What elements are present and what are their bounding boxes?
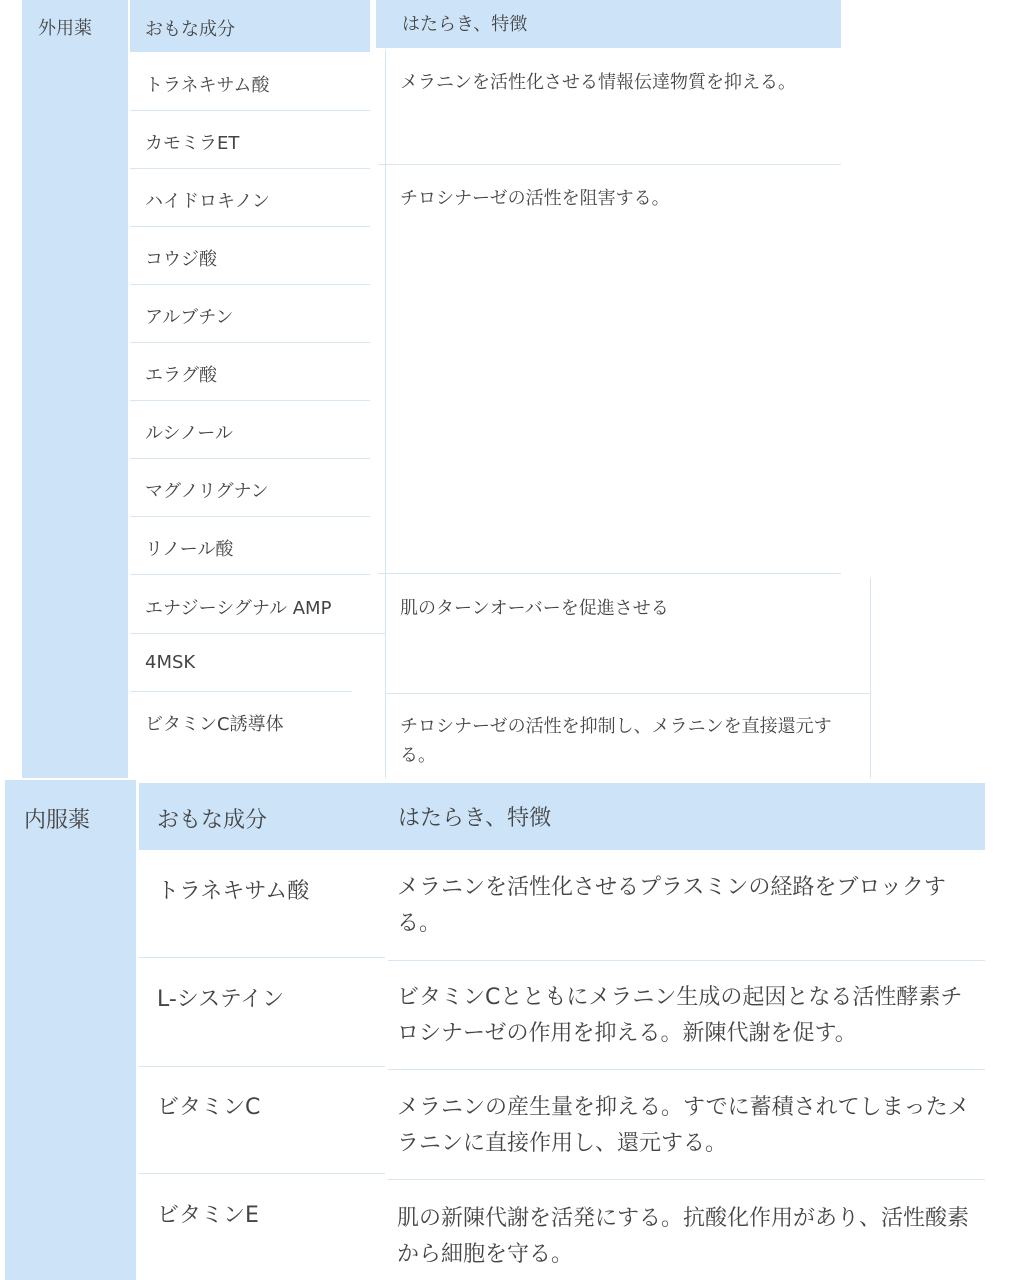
external-feature-text: 肌のターンオーバーを促進させる bbox=[400, 598, 669, 619]
external-row-ingredient: 4MSK bbox=[145, 652, 196, 673]
internal-row-ingredient: トラネキサム酸 bbox=[157, 879, 310, 904]
row-divider bbox=[139, 1066, 385, 1067]
column-divider bbox=[385, 50, 386, 778]
row-divider bbox=[388, 1069, 985, 1070]
row-divider bbox=[388, 1179, 985, 1180]
internal-row-feature: メラニンの産生量を抑える。すでに蓄積されてしまったメラニンに直接作用し、還元する。 bbox=[397, 1095, 970, 1156]
internal-row-feature: メラニンを活性化させるプラスミンの経路をブロックする。 bbox=[397, 875, 946, 936]
row-divider bbox=[130, 574, 370, 575]
internal-ingredient-header-label: おもな成分 bbox=[157, 808, 268, 833]
row-divider bbox=[130, 691, 352, 692]
external-row-ingredient: リノール酸 bbox=[145, 539, 234, 560]
external-row-ingredient: エラグ酸 bbox=[145, 365, 217, 386]
external-row-ingredient: ハイドロキノン bbox=[145, 191, 270, 212]
column-divider bbox=[870, 578, 871, 778]
row-divider bbox=[130, 110, 370, 111]
external-row-ingredient: マグノリグナン bbox=[145, 481, 269, 502]
external-feature-text: チロシナーゼの活性を阻害する。 bbox=[400, 188, 670, 209]
external-row-ingredient: コウジ酸 bbox=[145, 249, 217, 270]
row-divider bbox=[130, 342, 370, 343]
external-category-cell bbox=[22, 0, 128, 778]
row-divider bbox=[130, 516, 370, 517]
row-divider bbox=[378, 573, 841, 574]
internal-row-feature: ビタミンCとともにメラニン生成の起因となる活性酵素チロシナーゼの作用を抑える。新陳代謝を促す。 bbox=[397, 985, 963, 1046]
internal-row-ingredient: ビタミンC bbox=[157, 1095, 261, 1120]
internal-category-cell bbox=[5, 780, 136, 1280]
row-divider bbox=[130, 458, 370, 459]
internal-row-ingredient: L-システイン bbox=[157, 987, 285, 1012]
row-divider bbox=[130, 226, 370, 227]
row-divider bbox=[130, 633, 385, 634]
internal-row-ingredient: ビタミンE bbox=[157, 1203, 259, 1228]
row-divider bbox=[386, 693, 870, 694]
external-row-ingredient: トラネキサム酸 bbox=[145, 75, 270, 96]
external-category-label: 外用薬 bbox=[38, 18, 92, 39]
external-feature-text: チロシナーゼの活性を抑制し、メラニンを直接還元する。 bbox=[400, 716, 832, 766]
row-divider bbox=[378, 164, 841, 165]
row-divider bbox=[130, 168, 370, 169]
external-feature-header-label: はたらき、特徴 bbox=[402, 14, 528, 35]
row-divider bbox=[130, 284, 370, 285]
external-feature-text: メラニンを活性化させる情報伝達物質を抑える。 bbox=[400, 72, 796, 93]
external-row-ingredient: ビタミンC誘導体 bbox=[145, 714, 284, 735]
external-row-ingredient: ルシノール bbox=[145, 423, 233, 444]
row-divider bbox=[130, 400, 370, 401]
row-divider bbox=[139, 1173, 385, 1174]
row-divider bbox=[388, 960, 985, 961]
external-row-ingredient: アルブチン bbox=[145, 307, 234, 328]
internal-feature-header-label: はたらき、特徴 bbox=[398, 806, 552, 831]
internal-row-feature: 肌の新陳代謝を活発にする。抗酸化作用があり、活性酸素から細胞を守る。 bbox=[397, 1206, 970, 1267]
external-row-ingredient: エナジーシグナル AMP bbox=[145, 598, 332, 619]
internal-category-label: 内服薬 bbox=[24, 808, 91, 833]
external-row-ingredient: カモミラET bbox=[145, 133, 240, 154]
external-ingredient-header-label: おもな成分 bbox=[145, 19, 235, 40]
row-divider bbox=[139, 957, 385, 958]
